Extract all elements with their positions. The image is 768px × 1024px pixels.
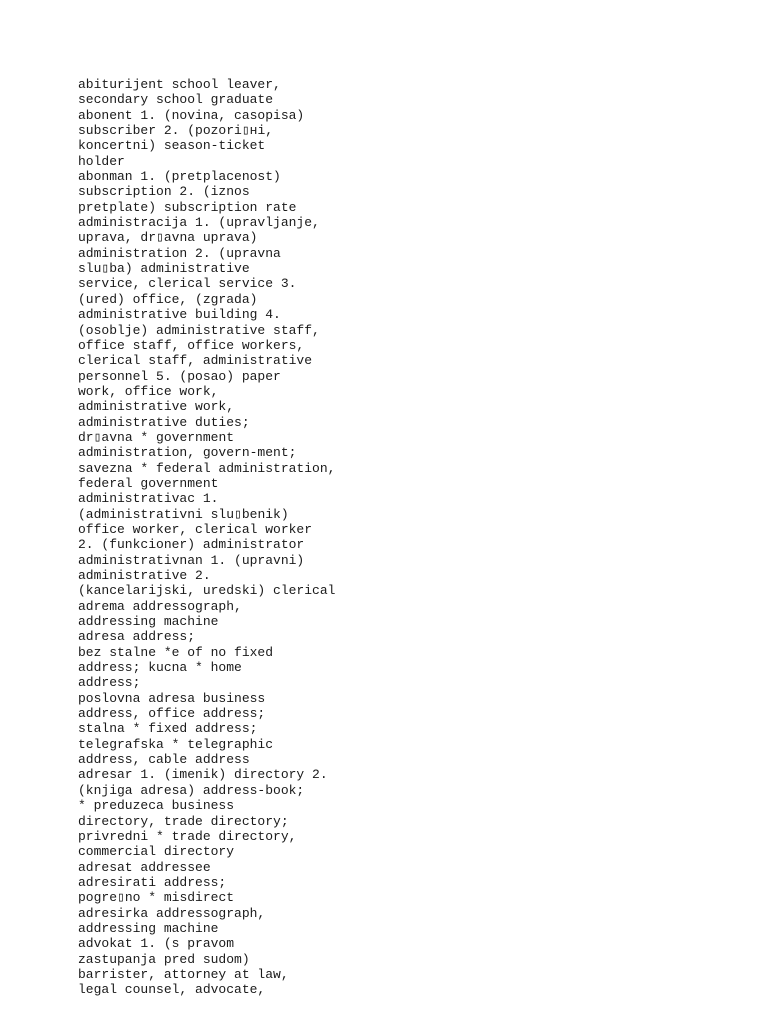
dictionary-line: slu▯ba) administrative — [78, 261, 250, 277]
dictionary-line: advokat 1. (s pravom — [78, 936, 235, 952]
dictionary-line: adresirati address; — [78, 874, 227, 890]
dictionary-line: administration 2. (upravna — [78, 245, 281, 261]
dictionary-line: adresat addressee — [78, 859, 211, 875]
dictionary-line: service, clerical service 3. — [78, 276, 297, 292]
dictionary-line: privredni * trade directory, — [78, 828, 297, 844]
dictionary-line: abonman 1. (pretplacenost) — [78, 169, 281, 185]
dictionary-line: pogre▯no * misdirect — [78, 890, 235, 906]
dictionary-line: stalna * fixed address; — [78, 721, 258, 737]
dictionary-line: directory, trade directory; — [78, 813, 289, 829]
dictionary-line: * preduzeca business — [78, 798, 235, 814]
dictionary-line: abonent 1. (novina, casopisa) — [78, 107, 305, 123]
dictionary-line: commercial directory — [78, 844, 235, 860]
dictionary-line: secondary school graduate — [78, 92, 274, 108]
dictionary-line: administrative work, — [78, 399, 235, 415]
dictionary-line: address, office address; — [78, 706, 266, 722]
dictionary-line: subscriber 2. (pozori▯нi, — [78, 123, 274, 139]
dictionary-line: koncertni) season-ticket — [78, 138, 266, 154]
dictionary-line: (osoblje) administrative staff, — [78, 322, 320, 338]
dictionary-line: subscription 2. (iznos — [78, 184, 250, 200]
dictionary-line: uprava, dr▯avna uprava) — [78, 230, 258, 246]
dictionary-line: pretplate) subscription rate — [78, 199, 297, 215]
dictionary-line: addressing machine — [78, 920, 219, 936]
dictionary-line: barrister, attorney at law, — [78, 966, 289, 982]
dictionary-line: administrative duties; — [78, 414, 250, 430]
dictionary-line: address, cable address — [78, 752, 250, 768]
dictionary-line: poslovna adresa business — [78, 690, 266, 706]
dictionary-line: administrativac 1. — [78, 491, 219, 507]
dictionary-line: office staff, office workers, — [78, 337, 305, 353]
dictionary-line: (kancelarijski, uredski) clerical — [78, 583, 336, 599]
dictionary-line: federal government — [78, 475, 219, 491]
dictionary-line: administrative 2. — [78, 568, 211, 583]
dictionary-line: work, office work, — [78, 383, 219, 399]
dictionary-line: zastupanja pred sudom) — [78, 951, 250, 967]
dictionary-line: (knjiga adresa) address-book; — [78, 782, 305, 798]
dictionary-line: bez stalne *e of no fixed — [78, 644, 274, 660]
dictionary-text-block — [78, 77, 335, 998]
dictionary-line: abiturijent school leaver, — [78, 77, 281, 92]
dictionary-line: adrema addressograph, — [78, 598, 242, 614]
dictionary-line: administrativnan 1. (upravni) — [78, 552, 305, 568]
dictionary-line: (ured) office, (zgrada) — [78, 291, 258, 307]
dictionary-line: administration, govern-ment; — [78, 445, 297, 461]
dictionary-line: adresirka addressograph, — [78, 905, 266, 921]
dictionary-line: 2. (funkcioner) administrator — [78, 537, 305, 553]
dictionary-line: savezna * federal administration, — [78, 460, 336, 476]
dictionary-line: administracija 1. (upravljanje, — [78, 215, 320, 231]
dictionary-line: holder — [78, 153, 125, 169]
dictionary-line: address; kucna * home — [78, 660, 242, 676]
dictionary-line: personnel 5. (posao) paper — [78, 368, 281, 384]
dictionary-line: adresa address; — [78, 629, 196, 645]
dictionary-line: telegrafska * telegraphic — [78, 736, 274, 752]
dictionary-line: legal counsel, advocate, — [78, 982, 266, 998]
dictionary-line: adresar 1. (imenik) directory 2. — [78, 767, 328, 783]
dictionary-line: administrative building 4. — [78, 307, 281, 323]
dictionary-line: (administrativni slu▯benik) — [78, 506, 289, 522]
dictionary-line: office worker, clerical worker — [78, 521, 313, 537]
dictionary-line: dr▯avna * government — [78, 429, 235, 445]
dictionary-line: addressing machine — [78, 614, 219, 630]
dictionary-line: clerical staff, administrative — [78, 353, 313, 369]
dictionary-line: address; — [78, 675, 141, 691]
